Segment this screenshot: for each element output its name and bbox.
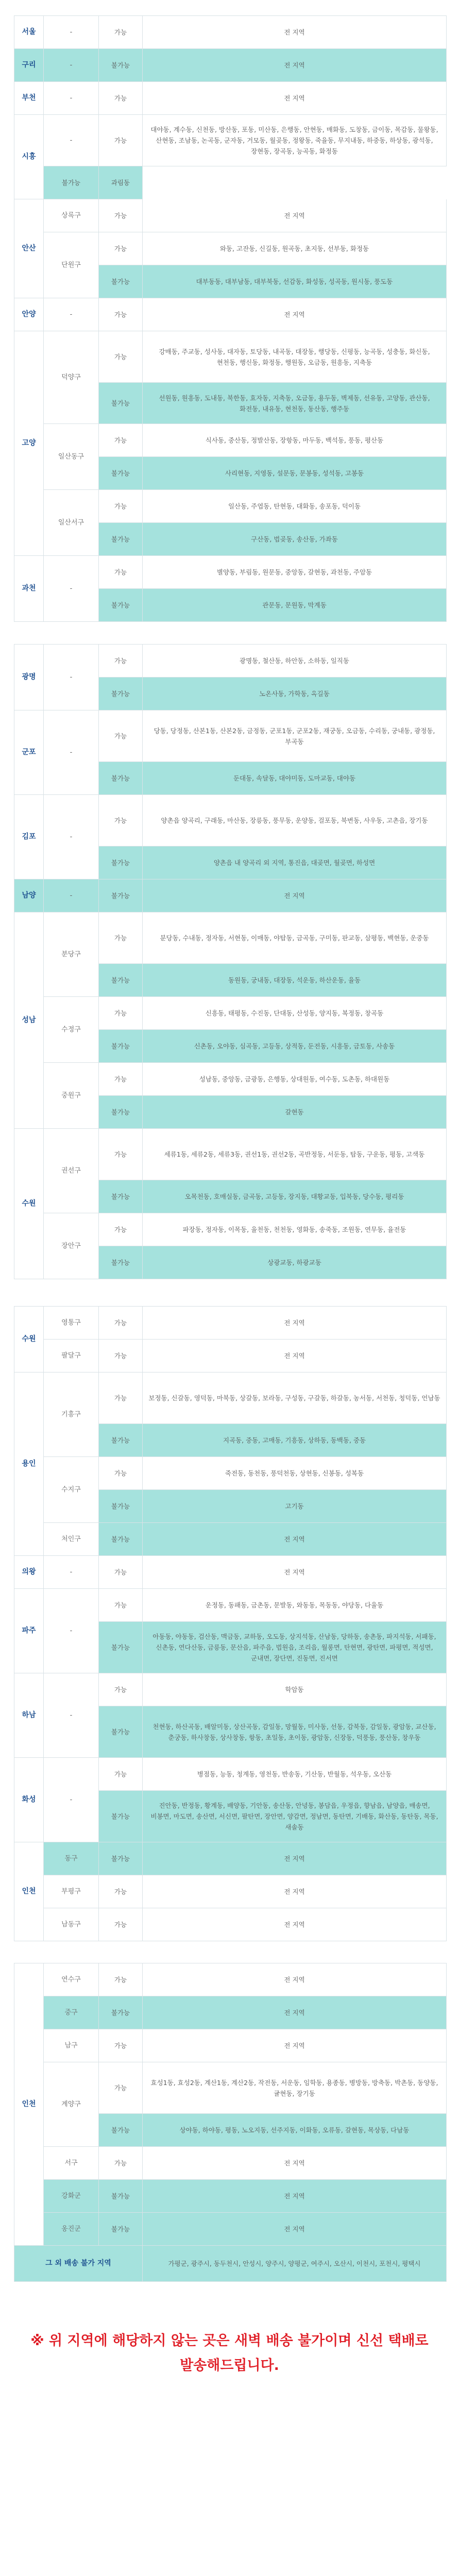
delivery-status-cell: 가능 xyxy=(99,1372,143,1424)
area-list-cell: 광명동, 철산동, 하안동, 소하동, 일직동 xyxy=(143,645,447,677)
delivery-status-cell: 가능 xyxy=(99,710,143,762)
area-list-cell: 성남동, 중앙동, 금광동, 은행동, 상대원동, 여수동, 도촌동, 하대원동 xyxy=(143,1063,447,1096)
area-table-4 xyxy=(14,1963,447,2282)
area-list-cell: 전 지역 xyxy=(143,2147,447,2180)
delivery-status-cell: 가능 xyxy=(99,1457,143,1490)
district-cell: - xyxy=(44,710,99,795)
delivery-status-cell: 불가능 xyxy=(99,846,143,879)
area-list-cell: 노온사동, 가학동, 옥길동 xyxy=(143,677,447,710)
district-cell: 옹진군 xyxy=(44,2213,99,2246)
table-row xyxy=(14,1758,447,1791)
city-cell: 시흥 xyxy=(14,115,44,199)
other-unavailable-areas: 가평군, 광주시, 동두천시, 안성시, 양주시, 양평군, 여주시, 오산시, 이천시, 포천시, 평택시 xyxy=(143,2246,447,2282)
delivery-status-cell: 가능 xyxy=(99,16,143,49)
area-list-cell: 과림동 xyxy=(99,166,143,199)
area-table xyxy=(14,1306,447,1941)
table-row xyxy=(14,2213,447,2246)
delivery-status-cell: 불가능 xyxy=(99,1706,143,1758)
delivery-status-cell: 불가능 xyxy=(99,879,143,912)
city-cell: 광명 xyxy=(14,645,44,710)
area-list-cell: 전 지역 xyxy=(143,2213,447,2246)
city-cell: 안양 xyxy=(14,298,44,331)
area-list-cell: 효성1동, 효성2동, 계산1동, 계산2동, 작전동, 서운동, 임학동, 용종동, 병방동, 방축동, 박촌동, 동양동, 귤현동, 장기동 xyxy=(143,2062,447,2114)
area-table xyxy=(14,15,447,622)
notice-line-2: 발송해드립니다. xyxy=(180,2358,279,2374)
area-list-cell: 구산동, 법곶동, 송산동, 가좌동 xyxy=(143,523,447,556)
area-list-cell: 세류1동, 세류2동, 세류3동, 권선1동, 권선2동, 곡반정동, 서둔동, 탑동, 구운동, 평동, 고색동 xyxy=(143,1129,447,1180)
area-list-cell: 식사동, 중산동, 정발산동, 장항동, 마두동, 백석동, 풍동, 평산동 xyxy=(143,424,447,457)
area-list-cell: 신촌동, 오야동, 심곡동, 고등동, 상적동, 둔전동, 시흥동, 금토동, 사송동 xyxy=(143,1030,447,1063)
area-list-cell: 일산동, 주엽동, 탄현동, 대화동, 송포동, 덕이동 xyxy=(143,490,447,523)
delivery-status-cell: 가능 xyxy=(99,232,143,265)
delivery-status-cell: 가능 xyxy=(99,199,143,232)
delivery-status-cell: 불가능 xyxy=(99,1030,143,1063)
district-cell: - xyxy=(44,298,99,331)
district-cell: 남구 xyxy=(44,2029,99,2062)
table-row xyxy=(14,115,447,166)
delivery-status-cell: 불가능 xyxy=(99,1246,143,1279)
table-row xyxy=(14,1340,447,1372)
city-cell: 파주 xyxy=(14,1589,44,1673)
delivery-status-cell: 불가능 xyxy=(99,1096,143,1129)
area-list-cell: 상야동, 하야동, 평동, 노오지동, 선주지동, 이화동, 오류동, 갈현동, 목상동, 다남동 xyxy=(143,2114,447,2147)
delivery-status-cell: 가능 xyxy=(99,556,143,589)
area-list-cell: 전 지역 xyxy=(143,199,447,232)
district-cell: - xyxy=(44,1758,99,1842)
table-row xyxy=(14,232,447,265)
area-list-cell: 고기동 xyxy=(143,1490,447,1523)
delivery-status-cell: 불가능 xyxy=(99,1996,143,2029)
delivery-status-cell: 가능 xyxy=(99,1307,143,1340)
area-list-cell: 진안동, 반정동, 황계동, 배양동, 기안동, 송산동, 안녕동, 봉담읍, 우정읍, 향남읍, 남양읍, 매송면, 비봉면, 마도면, 송산면, 서신면, 팔탄면, 장안면, 양감면, 정남면, 동탄면, 기배동, 화산동, 동탄동, 목동, 새솔동 xyxy=(143,1791,447,1842)
delivery-status-cell: 가능 xyxy=(99,424,143,457)
table-row xyxy=(14,1842,447,1875)
table-row xyxy=(14,556,447,589)
delivery-status-cell: 불가능 xyxy=(99,457,143,490)
table-row xyxy=(14,645,447,677)
notice-line-1: ※ 위 지역에 해당하지 않는 곳은 새벽 배송 불가이며 신선 택배로 xyxy=(30,2333,429,2349)
district-cell: 기흥구 xyxy=(44,1372,99,1457)
city-cell: 하남 xyxy=(14,1673,44,1758)
city-cell: 수원 xyxy=(14,1129,44,1279)
table-row xyxy=(14,1875,447,1908)
area-list-cell: 전 지역 xyxy=(143,1340,447,1372)
area-list-cell: 전 지역 xyxy=(143,49,447,82)
district-cell: 중원구 xyxy=(44,1063,99,1129)
table-row xyxy=(14,1129,447,1180)
delivery-status-cell: 불가능 xyxy=(99,677,143,710)
table-row xyxy=(14,795,447,846)
area-list-cell: 지곡동, 중동, 고매동, 기흥동, 상하동, 동백동, 중동 xyxy=(143,1424,447,1457)
district-cell: 권선구 xyxy=(44,1129,99,1213)
city-cell: 김포 xyxy=(14,795,44,879)
city-cell: 성남 xyxy=(14,912,44,1129)
delivery-status-cell: 가능 xyxy=(99,2147,143,2180)
table-row xyxy=(14,1307,447,1340)
area-list-cell: 전 지역 xyxy=(143,1307,447,1340)
district-cell: 남동구 xyxy=(44,1908,99,1941)
delivery-status-cell: 불가능 xyxy=(99,265,143,298)
district-cell: 단원구 xyxy=(44,232,99,298)
table-row xyxy=(14,49,447,82)
area-list-cell: 전 지역 xyxy=(143,1996,447,2029)
table-row xyxy=(14,298,447,331)
table-row xyxy=(14,82,447,115)
table-row xyxy=(14,1523,447,1556)
delivery-status-cell: 불가능 xyxy=(99,49,143,82)
delivery-status-cell: 가능 xyxy=(99,1758,143,1791)
table-row xyxy=(14,2029,447,2062)
city-cell: 고양 xyxy=(14,331,44,556)
table-row xyxy=(14,166,447,199)
area-list-cell: 상광교동, 하광교동 xyxy=(143,1246,447,1279)
table-row xyxy=(14,1996,447,2029)
district-cell: 영통구 xyxy=(44,1307,99,1340)
delivery-status-cell: 가능 xyxy=(99,2062,143,2114)
table-row xyxy=(14,331,447,383)
delivery-status-cell: 가능 xyxy=(99,1589,143,1622)
area-list-cell: 와동, 고잔동, 신길동, 원곡동, 초지동, 선부동, 화정동 xyxy=(143,232,447,265)
delivery-status-cell: 가능 xyxy=(99,1673,143,1706)
table-row xyxy=(14,1673,447,1706)
delivery-status-cell: 불가능 xyxy=(99,1180,143,1213)
district-cell: - xyxy=(44,115,99,166)
district-cell: 상록구 xyxy=(44,199,99,232)
district-cell: 장안구 xyxy=(44,1213,99,1279)
table-row xyxy=(14,490,447,523)
area-list-cell: 분당동, 수내동, 정자동, 서현동, 이매동, 야탑동, 금곡동, 구미동, 판교동, 삼평동, 백현동, 운중동 xyxy=(143,912,447,964)
area-list-cell: 전 지역 xyxy=(143,879,447,912)
area-list-cell: 전 지역 xyxy=(143,1963,447,1996)
area-list-cell: 관문동, 문원동, 막계동 xyxy=(143,589,447,622)
area-list-cell: 사리현동, 지영동, 설문동, 문봉동, 성석동, 고봉동 xyxy=(143,457,447,490)
delivery-status-cell: 불가능 xyxy=(99,1842,143,1875)
area-list-cell: 죽전동, 동천동, 풍덕천동, 상현동, 신봉동, 성복동 xyxy=(143,1457,447,1490)
area-list-cell: 전 지역 xyxy=(143,2180,447,2213)
table-row xyxy=(14,1063,447,1096)
delivery-status-cell: 불가능 xyxy=(99,383,143,424)
area-list-cell: 보정동, 신갈동, 영덕동, 마북동, 상갈동, 보라동, 구성동, 구갈동, 하갈동, 농서동, 서천동, 청덕동, 언남동 xyxy=(143,1372,447,1424)
area-list-cell: 대야동, 계수동, 신천동, 방산동, 포동, 미산동, 은행동, 안현동, 매화동, 도창동, 금이동, 목감동, 물왕동, 산현동, 조남동, 논곡동, 군자동, 거모동, 월곶동, 정왕동, 죽율동, 무지내동, 하중동, 하상동, 광석동, 장현동, 장곡동, 능곡동, 화정동 xyxy=(143,115,447,166)
delivery-status-cell: 가능 xyxy=(99,2029,143,2062)
district-cell: - xyxy=(44,879,99,912)
area-list-cell: 전 지역 xyxy=(143,82,447,115)
delivery-status-cell: 불가능 xyxy=(99,1791,143,1842)
area-table-2 xyxy=(14,644,447,1279)
area-list-cell: 오목천동, 호매실동, 금곡동, 고등동, 장지동, 대황교동, 입북동, 당수동, 평리동 xyxy=(143,1180,447,1213)
district-cell: - xyxy=(44,1589,99,1673)
district-cell: 동구 xyxy=(44,1842,99,1875)
district-cell: 일산동구 xyxy=(44,424,99,490)
delivery-status-cell: 불가능 xyxy=(99,2213,143,2246)
area-table xyxy=(14,644,447,1279)
city-cell: 인천 xyxy=(14,1842,44,1941)
area-list-cell: 전 지역 xyxy=(143,298,447,331)
delivery-status-cell: 불가능 xyxy=(99,1424,143,1457)
city-cell: 화성 xyxy=(14,1758,44,1842)
area-list-cell: 전 지역 xyxy=(143,1523,447,1556)
district-cell: - xyxy=(44,82,99,115)
area-table-1 xyxy=(14,15,447,622)
delivery-status-cell: 불가능 xyxy=(99,1523,143,1556)
delivery-status-cell: 가능 xyxy=(99,795,143,846)
table-row xyxy=(14,16,447,49)
area-list-cell: 양촌읍 양곡리, 구래동, 마산동, 장릉동, 풍무동, 운양동, 걸포동, 북변동, 사우동, 고촌읍, 장기동 xyxy=(143,795,447,846)
notice-text xyxy=(0,2329,459,2378)
area-list-cell: 당동, 당정동, 산본1동, 산본2동, 금정동, 군포1동, 군포2동, 재궁동, 오금동, 수리동, 궁내동, 광정동, 부곡동 xyxy=(143,710,447,762)
delivery-status-cell: 불가능 xyxy=(99,2180,143,2213)
district-cell: 일산서구 xyxy=(44,490,99,556)
district-cell: - xyxy=(44,1673,99,1758)
table-row-other-unavailable xyxy=(14,2246,447,2282)
table-row xyxy=(14,1457,447,1490)
district-cell: 부평구 xyxy=(44,1875,99,1908)
delivery-status-cell: 가능 xyxy=(99,1556,143,1589)
area-list-cell: 학암동 xyxy=(143,1673,447,1706)
area-list-cell: 전 지역 xyxy=(143,1842,447,1875)
delivery-status-cell: 가능 xyxy=(99,1908,143,1941)
district-cell: 중구 xyxy=(44,1996,99,2029)
table-row xyxy=(14,199,447,232)
delivery-status-cell: 불가능 xyxy=(99,762,143,795)
area-table-3 xyxy=(14,1306,447,1941)
area-list-cell: 전 지역 xyxy=(143,2029,447,2062)
district-cell: 수지구 xyxy=(44,1457,99,1523)
area-list-cell: 선원동, 원흥동, 도내동, 북한동, 효자동, 지축동, 오금동, 용두동, 벽제동, 선유동, 고양동, 관산동, 화전동, 내유동, 현천동, 동산동, 행주동 xyxy=(143,383,447,424)
delivery-status-cell: 불가능 xyxy=(99,589,143,622)
table-row xyxy=(14,424,447,457)
other-unavailable-label: 그 외 배송 불가 지역 xyxy=(14,2246,143,2282)
district-cell: - xyxy=(44,556,99,622)
delivery-status-cell: 가능 xyxy=(99,298,143,331)
delivery-status-cell: 불가능 xyxy=(99,1490,143,1523)
table-row xyxy=(14,710,447,762)
delivery-status-cell: 가능 xyxy=(99,1963,143,1996)
delivery-status-cell: 불가능 xyxy=(99,523,143,556)
district-cell: - xyxy=(44,645,99,710)
area-list-cell: 전 지역 xyxy=(143,1908,447,1941)
district-cell: - xyxy=(44,16,99,49)
area-list-cell: 운정동, 동패동, 금촌동, 문발동, 와동동, 목동동, 야당동, 다율동 xyxy=(143,1589,447,1622)
area-list-cell: 양촌읍 내 양곡리 외 지역, 통진읍, 대곶면, 월곶면, 하성면 xyxy=(143,846,447,879)
area-list-cell: 갈현동 xyxy=(143,1096,447,1129)
area-list-cell: 아동동, 야동동, 검산동, 맥금동, 교하동, 오도동, 상지석동, 산남동, 당하동, 송촌동, 파지석동, 서패동, 신촌동, 연다산동, 금릉동, 문산읍, 파주읍, 법원읍, 조리읍, 월롱면, 탄현면, 광탄면, 파평면, 적성면, 군내면, 장단면, 진동면, 진서면 xyxy=(143,1622,447,1673)
area-table xyxy=(14,1963,447,2282)
city-cell: 부천 xyxy=(14,82,44,115)
district-cell: - xyxy=(44,49,99,82)
delivery-status-cell: 가능 xyxy=(99,1875,143,1908)
area-list-cell: 둔대동, 속달동, 대야미동, 도마교동, 대야동 xyxy=(143,762,447,795)
area-list-cell: 강매동, 주교동, 성사동, 대자동, 토당동, 내곡동, 대장동, 행당동, 신평동, 능곡동, 성충동, 화신동, 현천동, 행신동, 화정동, 행원동, 오금동, 원흥동, 지축동 xyxy=(143,331,447,383)
delivery-status-cell: 가능 xyxy=(99,82,143,115)
city-cell: 인천 xyxy=(14,1963,44,2246)
area-list-cell: 신흥동, 태평동, 수진동, 단대동, 산성동, 양지동, 복정동, 창곡동 xyxy=(143,997,447,1030)
delivery-status-cell: 불가능 xyxy=(99,964,143,997)
delivery-status-cell: 가능 xyxy=(99,912,143,964)
district-cell: 덕양구 xyxy=(44,331,99,424)
delivery-status-cell: 가능 xyxy=(99,645,143,677)
table-row xyxy=(14,2062,447,2114)
delivery-status-cell: 가능 xyxy=(99,1129,143,1180)
area-list-cell: 별양동, 부림동, 원문동, 중앙동, 갈현동, 과천동, 주암동 xyxy=(143,556,447,589)
area-list-cell: 대부동동, 대부남동, 대부북동, 선감동, 화성동, 성곡동, 원시동, 풍도동 xyxy=(143,265,447,298)
delivery-status-cell: 가능 xyxy=(99,490,143,523)
table-row xyxy=(14,997,447,1030)
district-cell: 서구 xyxy=(44,2147,99,2180)
delivery-status-cell: 불가능 xyxy=(99,2114,143,2147)
delivery-status-cell: 가능 xyxy=(99,997,143,1030)
city-cell: 안산 xyxy=(14,199,44,298)
district-cell: 분당구 xyxy=(44,912,99,997)
delivery-status-cell: 불가능 xyxy=(99,1622,143,1673)
district-cell: 수정구 xyxy=(44,997,99,1063)
district-cell: 팔달구 xyxy=(44,1340,99,1372)
city-cell: 과천 xyxy=(14,556,44,622)
area-list-cell: 전 지역 xyxy=(143,1875,447,1908)
area-list-cell: 전 지역 xyxy=(143,1556,447,1589)
city-cell: 남양 xyxy=(14,879,44,912)
city-cell: 서울 xyxy=(14,16,44,49)
city-cell: 의왕 xyxy=(14,1556,44,1589)
table-row xyxy=(14,912,447,964)
district-cell: 계양구 xyxy=(44,2062,99,2147)
table-row xyxy=(14,2147,447,2180)
city-cell: 수원 xyxy=(14,1307,44,1372)
area-list-cell: 동원동, 궁내동, 대장동, 석운동, 하산운동, 율동 xyxy=(143,964,447,997)
district-cell: 강화군 xyxy=(44,2180,99,2213)
delivery-status-cell: 가능 xyxy=(99,1340,143,1372)
table-row xyxy=(14,1589,447,1622)
city-cell: 구리 xyxy=(14,49,44,82)
district-cell: - xyxy=(44,1556,99,1589)
district-cell: 연수구 xyxy=(44,1963,99,1996)
table-row xyxy=(14,1908,447,1941)
table-row xyxy=(14,1556,447,1589)
delivery-status-cell: 불가능 xyxy=(44,166,99,199)
area-list-cell: 천현동, 하산곡동, 배알미동, 상산곡동, 감일동, 망월동, 미사동, 선동, 감북동, 감일동, 광암동, 교산동, 춘궁동, 하사창동, 상사창동, 항동, 초일동, 초이동, 광암동, 신장동, 덕풍동, 풍산동, 창우동 xyxy=(143,1706,447,1758)
area-list-cell: 파장동, 정자동, 이목동, 율천동, 천천동, 영화동, 송죽동, 조원동, 연무동, 율전동 xyxy=(143,1213,447,1246)
table-row xyxy=(14,1213,447,1246)
district-cell: - xyxy=(44,795,99,879)
area-list-cell: 병점동, 능동, 청계동, 영천동, 반송동, 기산동, 반월동, 석우동, 오산동 xyxy=(143,1758,447,1791)
delivery-status-cell: 가능 xyxy=(99,1213,143,1246)
table-row xyxy=(14,1372,447,1424)
table-row xyxy=(14,879,447,912)
district-cell: 처인구 xyxy=(44,1523,99,1556)
delivery-status-cell: 가능 xyxy=(99,331,143,383)
city-cell: 용인 xyxy=(14,1372,44,1556)
city-cell: 군포 xyxy=(14,710,44,795)
table-row xyxy=(14,2180,447,2213)
delivery-status-cell: 가능 xyxy=(99,1063,143,1096)
area-list-cell: 전 지역 xyxy=(143,16,447,49)
table-row xyxy=(14,1963,447,1996)
delivery-status-cell: 가능 xyxy=(99,115,143,166)
